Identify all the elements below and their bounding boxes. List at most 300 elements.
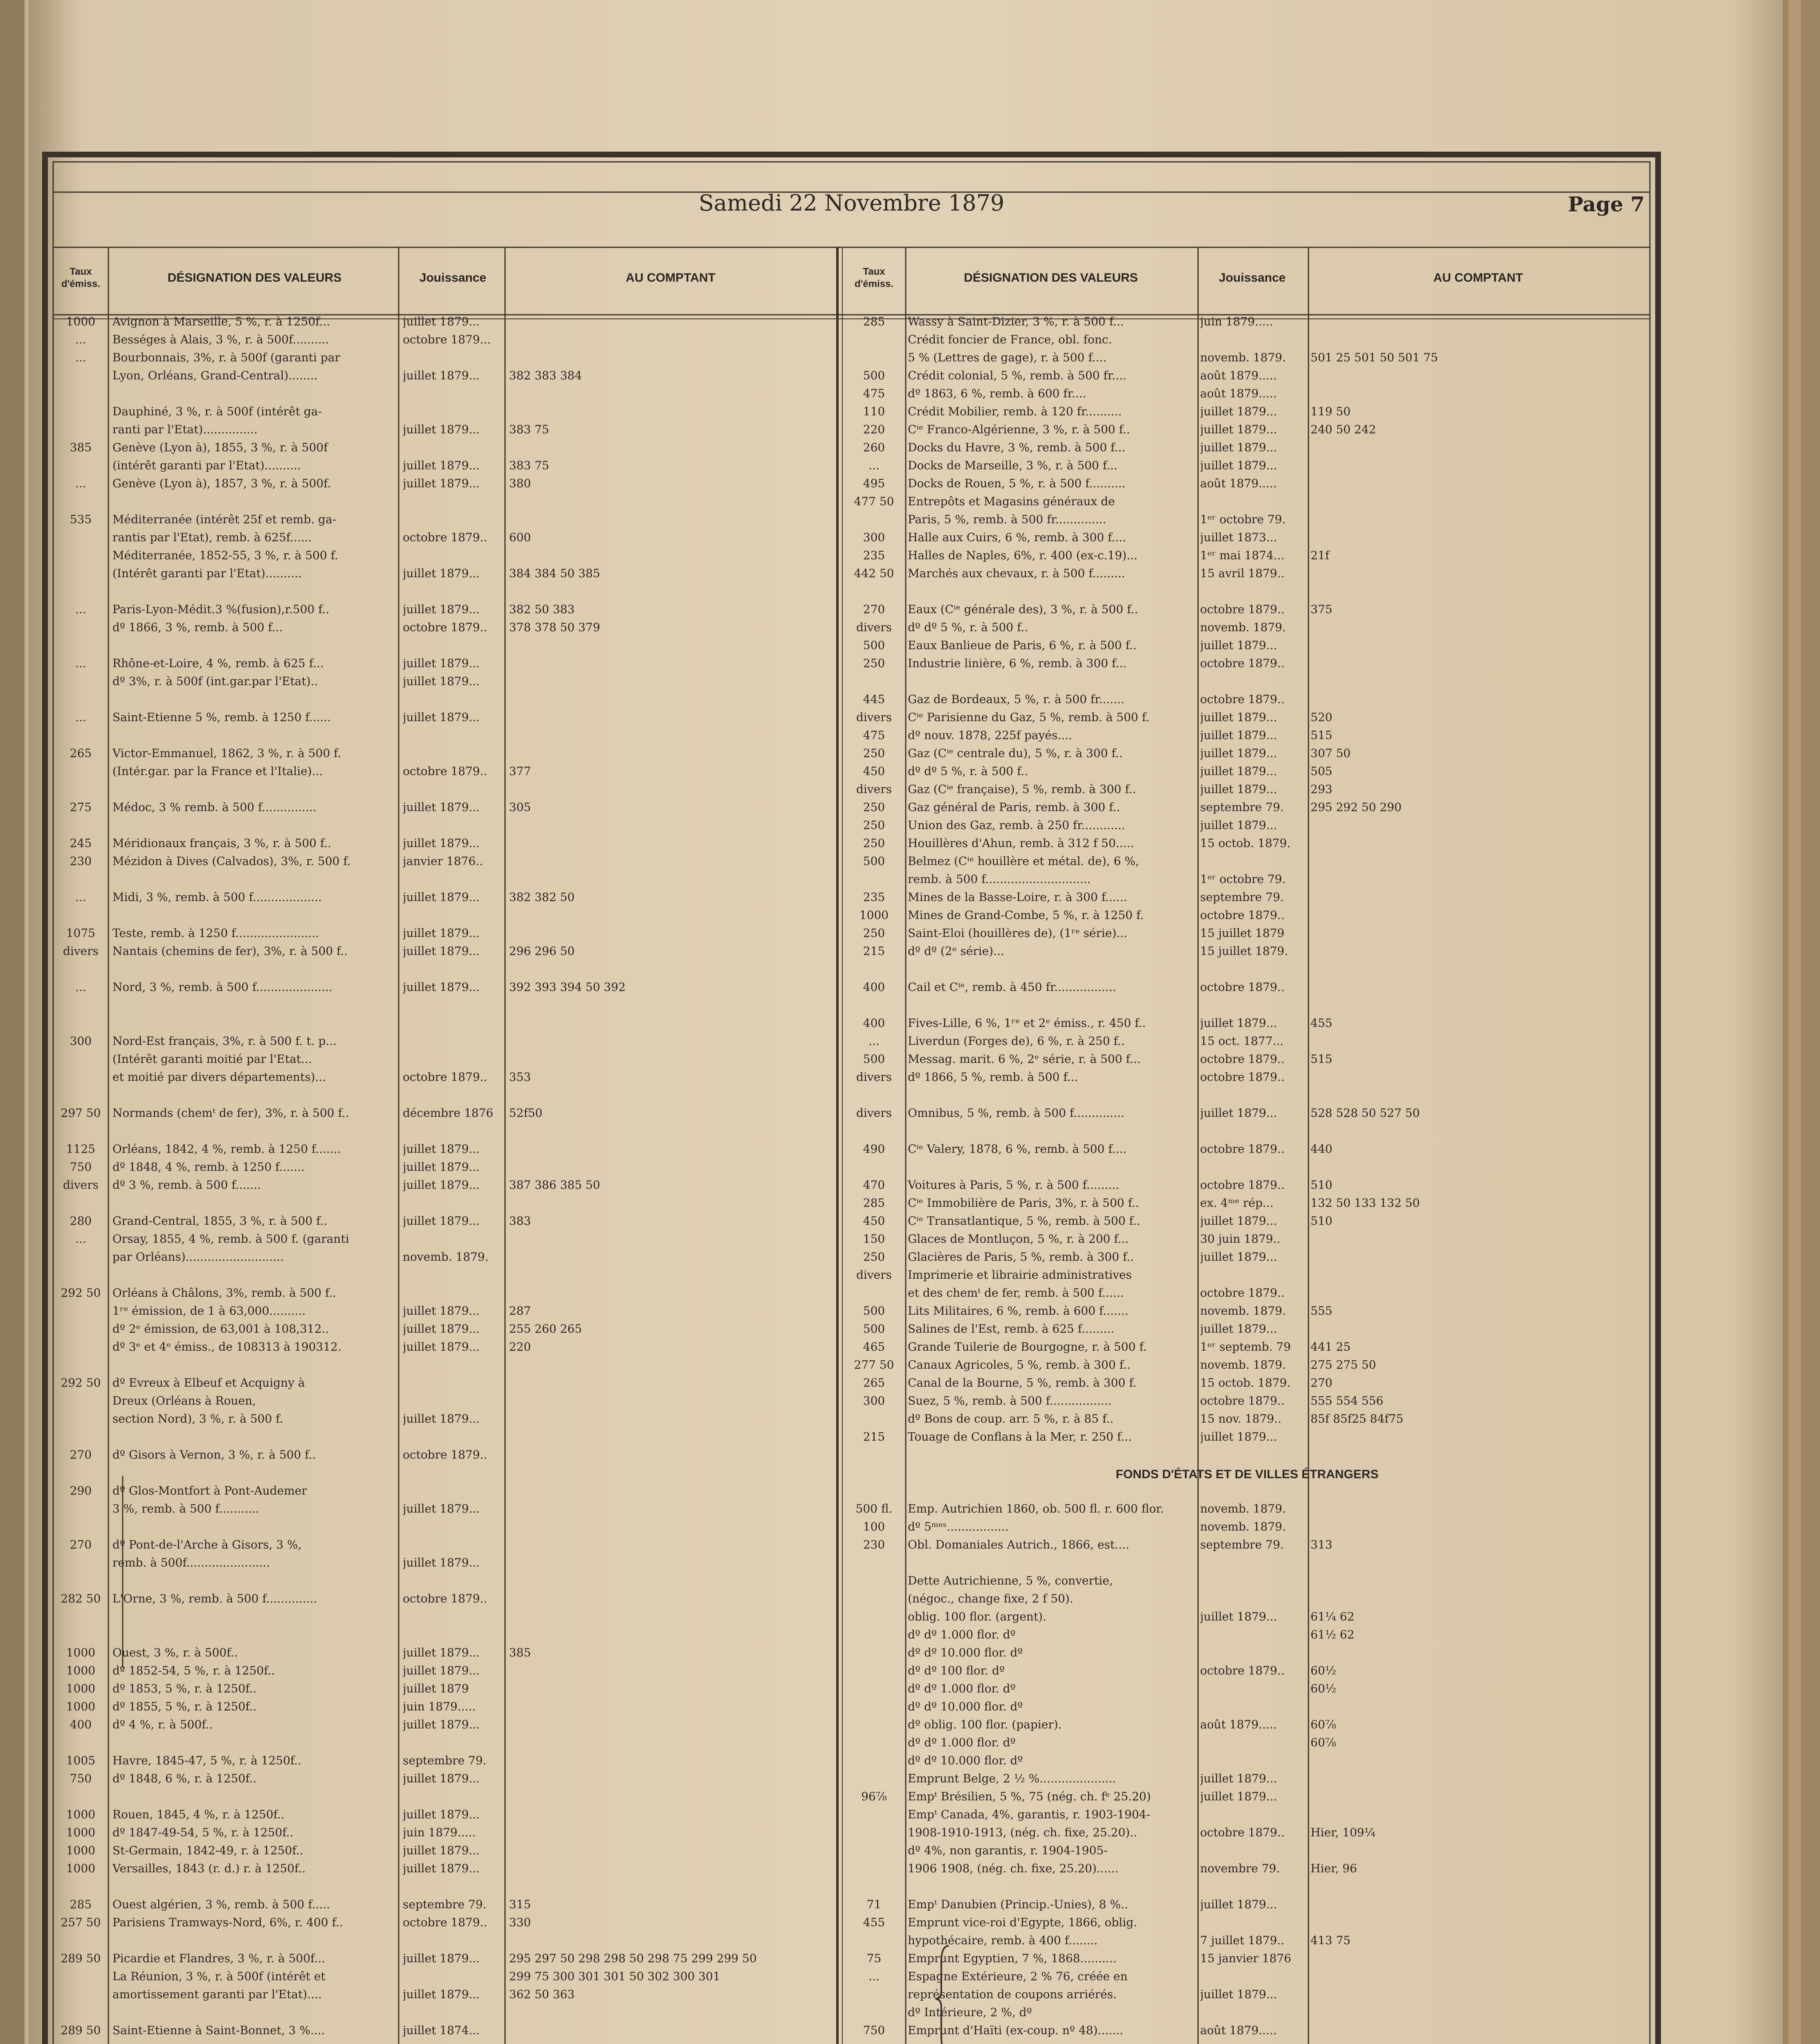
table-row: [53, 1860, 836, 1878]
row-enjoyment: juillet 1879...: [403, 926, 480, 940]
row-enjoyment: octobre 1879..: [1200, 603, 1285, 616]
row-designation: Omnibus, 5 %, remb. à 500 f..............: [908, 1106, 1124, 1120]
row-enjoyment: juillet 1879...: [403, 1988, 480, 2001]
row-designation: dº dº 5 %, r. à 500 f..: [908, 621, 1028, 634]
row-designation: Suez, 5 %, remb. à 500 f.................: [908, 1394, 1112, 1407]
row-rate: 250: [863, 800, 885, 814]
table-row: [844, 1788, 1650, 1806]
row-designation: Marchés aux chevaux, r. à 500 f.........: [908, 567, 1125, 580]
row-designation: Paris, 5 %, remb. à 500 fr..............: [908, 513, 1106, 526]
table-row: [53, 1338, 836, 1356]
table-row: [844, 331, 1650, 349]
row-designation: Médoc, 3 % remb. à 500 f...............: [112, 800, 316, 814]
row-quote: 383 75: [509, 459, 549, 472]
row-quote: 255 260 265: [509, 1322, 582, 1336]
table-row: [844, 637, 1650, 654]
table-row: [53, 1968, 836, 1986]
row-rate: 250: [863, 1250, 885, 1264]
row-enjoyment: novemb. 1879.: [1200, 1502, 1286, 1515]
row-enjoyment: juillet 1879...: [1200, 1430, 1277, 1443]
row-enjoyment: 15 nov. 1879..: [1200, 1412, 1281, 1425]
table-row: [53, 493, 836, 511]
row-enjoyment: 7 juillet 1879..: [1200, 1934, 1285, 1947]
table-row: [53, 2022, 836, 2038]
table-row: [53, 1662, 836, 1680]
table-row: [844, 960, 1650, 978]
table-row: [53, 1536, 836, 1554]
row-rate: 265: [70, 746, 92, 760]
row-quote: 510: [1311, 1178, 1333, 1192]
row-designation: dº dº 10.000 flor. dº: [908, 1646, 1023, 1659]
row-designation: Voitures à Paris, 5 %, r. à 500 f.........: [908, 1178, 1119, 1192]
table-row: [844, 1734, 1650, 1752]
row-designation: Parisiens Tramways-Nord, 6%, r. 400 f..: [112, 1916, 343, 1929]
row-designation: (intérêt garanti par l'Etat)..........: [112, 459, 301, 472]
row-designation: Belmez (Cⁱᵉ houillère et métal. de), 6 %,: [908, 854, 1139, 868]
row-enjoyment: juillet 1879...: [1200, 405, 1277, 418]
row-quote: 307 50: [1311, 746, 1351, 760]
table-row: [844, 1626, 1650, 1644]
table-row: [844, 1680, 1650, 1698]
table-row: [844, 1896, 1650, 1914]
row-designation: Liverdun (Forges de), 6 %, r. à 250 f..: [908, 1034, 1125, 1048]
table-row: [844, 475, 1650, 493]
row-enjoyment: octobre 1879..: [403, 531, 487, 544]
row-enjoyment: juin 1879.....: [403, 1700, 476, 1713]
table-row: [53, 906, 836, 924]
table-row: [844, 1086, 1650, 1104]
row-designation: Orsay, 1855, 4 %, remb. à 500 f. (garanti: [112, 1232, 349, 1246]
table-row: [844, 654, 1650, 672]
table-row: [844, 1878, 1650, 1896]
row-enjoyment: 15 janvier 1876: [1200, 1952, 1291, 1965]
table-row: [53, 1104, 836, 1122]
row-enjoyment: juillet 1879...: [1200, 1250, 1277, 1264]
row-designation: Cail et Cⁱᵉ, remb. à 450 fr.................: [908, 980, 1116, 994]
row-quote: Hier, 96: [1311, 1862, 1357, 1875]
row-rate: 1000: [66, 1646, 96, 1659]
row-designation: dº Glos-Montfort à Pont-Audemer: [112, 1484, 307, 1497]
row-designation: Méditerranée (intérêt 25f et remb. ga-: [112, 513, 337, 526]
row-quote: 330: [509, 1916, 531, 1929]
row-enjoyment: octobre 1879..: [403, 1448, 487, 1461]
row-designation: Emp. Autrichien 1860, ob. 500 fl. r. 600 flor.: [908, 1502, 1164, 1515]
row-quote: 510: [1311, 1214, 1333, 1228]
row-designation: dº 1848, 6 %, r. à 1250f..: [112, 1772, 257, 1785]
table-row: [844, 619, 1650, 637]
row-rate: 1000: [66, 1664, 96, 1677]
header-enjoyment-right: Jouissance: [1219, 271, 1286, 285]
row-designation: Ouest algérien, 3 %, remb. à 500 f.....: [112, 1898, 330, 1911]
table-row: [844, 457, 1650, 475]
row-designation: Crédit Mobilier, remb. à 120 fr..........: [908, 405, 1122, 418]
row-designation: Grand-Central, 1855, 3 %, r. à 500 f..: [112, 1214, 328, 1228]
page-number: Page 7: [1568, 192, 1645, 216]
row-rate: 455: [863, 1916, 885, 1929]
row-enjoyment: 1ᵉʳ octobre 79.: [1200, 513, 1286, 526]
row-designation: dº 4%, non garantis, r. 1904-1905-: [908, 1844, 1108, 1857]
row-designation: Gaz (Cⁱᵉ française), 5 %, remb. à 300 f..: [908, 782, 1136, 796]
row-quote: 293: [1311, 782, 1333, 796]
row-designation: dº 1848, 4 %, remb. à 1250 f.......: [112, 1160, 305, 1174]
row-designation: dº 1853, 5 %, r. à 1250f..: [112, 1682, 257, 1695]
table-row: [844, 1302, 1650, 1320]
row-designation: amortissement garanti par l'Etat)....: [112, 1988, 322, 2001]
row-designation: dº dº 1.000 flor. dº: [908, 1628, 1016, 1641]
row-designation: Nord-Est français, 3%, r. à 500 f. t. p...: [112, 1034, 337, 1048]
row-enjoyment: juillet 1879...: [1200, 1898, 1277, 1911]
row-enjoyment: octobre 1879..: [1200, 1826, 1285, 1839]
table-row: [844, 834, 1650, 852]
row-designation: Empᵗ Canada, 4%, garantis, r. 1903-1904-: [908, 1808, 1150, 1821]
row-enjoyment: 15 oct. 1877...: [1200, 1034, 1284, 1048]
row-rate: 285: [863, 315, 885, 328]
row-quote: 600: [509, 531, 531, 544]
row-enjoyment: octobre 1879..: [1200, 1142, 1285, 1156]
row-rate: 280: [70, 1214, 92, 1228]
table-row: [53, 601, 836, 619]
table-row: [844, 1428, 1650, 1446]
table-row: [844, 1716, 1650, 1734]
row-quote: 132 50 133 132 50: [1311, 1196, 1420, 1210]
row-enjoyment: juillet 1879...: [403, 369, 480, 382]
row-enjoyment: juillet 1879...: [1200, 782, 1277, 796]
row-rate: divers: [856, 782, 892, 796]
table-row: [53, 1554, 836, 1572]
row-rate: divers: [856, 1070, 892, 1084]
row-designation: dº dº 1.000 flor. dº: [908, 1736, 1016, 1749]
row-rate: 750: [863, 2024, 885, 2037]
row-rate: divers: [63, 944, 99, 958]
table-row: [53, 1806, 836, 1824]
table-row: [53, 1176, 836, 1194]
table-row: [844, 1032, 1650, 1050]
row-designation: Picardie et Flandres, 3 %, r. à 500f...: [112, 1952, 325, 1965]
row-enjoyment: décembre 1876: [403, 1106, 494, 1120]
row-enjoyment: juillet 1879...: [1200, 818, 1277, 832]
row-rate: 465: [863, 1340, 885, 1354]
row-rate: 300: [863, 531, 885, 544]
row-designation: Espagne Extérieure, 2 % 76, créée en: [908, 1970, 1128, 1983]
row-enjoyment: juillet 1879...: [1200, 423, 1277, 436]
row-designation: Saint-Etienne 5 %, remb. à 1250 f......: [112, 710, 331, 724]
row-designation: Dreux (Orléans à Rouen,: [112, 1394, 256, 1407]
row-rate: 400: [70, 1718, 92, 1731]
row-enjoyment: juillet 1879...: [403, 1322, 480, 1336]
row-enjoyment: juillet 1879...: [1200, 1016, 1277, 1030]
table-row: [53, 1680, 836, 1698]
row-rate: 490: [863, 1142, 885, 1156]
row-enjoyment: octobre 1879..: [403, 1592, 487, 1605]
table-row: [53, 654, 836, 672]
row-enjoyment: juillet 1879...: [1200, 441, 1277, 454]
row-enjoyment: octobre 1879..: [403, 621, 487, 634]
table-row: [53, 978, 836, 996]
row-designation: Saint-Etienne à Saint-Bonnet, 3 %....: [112, 2024, 325, 2037]
row-designation: dº dº (2ᵉ série)...: [908, 944, 1004, 958]
row-quote: 295 297 50 298 298 50 298 75 299 299 50: [509, 1952, 757, 1965]
row-enjoyment: juin 1879.....: [403, 1826, 476, 1839]
table-row: [844, 744, 1650, 762]
row-rate: 1075: [66, 926, 96, 940]
table-row: [844, 1122, 1650, 1140]
table-row: [844, 1554, 1650, 1572]
row-designation: Mines de Grand-Combe, 5 %, r. à 1250 f.: [908, 908, 1144, 922]
row-enjoyment: juillet 1879...: [1200, 1322, 1277, 1336]
header-enjoyment: Jouissance: [419, 271, 487, 285]
table-row: [53, 1410, 836, 1428]
row-rate: 500: [863, 854, 885, 868]
table-row: [844, 888, 1650, 906]
row-enjoyment: août 1879.....: [1200, 1718, 1277, 1731]
row-designation: Cⁱᵉ Franco-Algérienne, 3 %, r. à 500 f..: [908, 423, 1130, 436]
row-enjoyment: juillet 1879...: [1200, 764, 1277, 778]
table-row: [53, 1824, 836, 1842]
row-rate: 1000: [66, 1862, 96, 1875]
table-row: [844, 1842, 1650, 1860]
table-row: [53, 1032, 836, 1050]
table-row: [844, 2022, 1650, 2038]
row-rate: 250: [863, 746, 885, 760]
row-designation: oblig. 100 flor. (argent).: [908, 1610, 1047, 1623]
table-row: [53, 475, 836, 493]
row-enjoyment: octobre 1879..: [1200, 980, 1285, 994]
table-row: [844, 1968, 1650, 1986]
table-row: [844, 942, 1650, 960]
row-rate: ...: [75, 477, 86, 490]
row-quote: 505: [1311, 764, 1333, 778]
row-designation: et moitié par divers départements)...: [112, 1070, 326, 1084]
table-row: [53, 1932, 836, 1950]
row-designation: Industrie linière, 6 %, remb. à 300 f...: [908, 657, 1127, 670]
row-designation: dº Evreux à Elbeuf et Acquigny à: [112, 1376, 305, 1390]
row-rate: 500: [863, 639, 885, 652]
row-designation: Fives-Lille, 6 %, 1ʳᵉ et 2ᵉ émiss., r. 450 f..: [908, 1016, 1146, 1030]
table-row: [844, 1914, 1650, 1932]
row-enjoyment: juillet 1879...: [403, 603, 480, 616]
row-rate: ...: [868, 459, 880, 472]
row-designation: Wassy à Saint-Dizier, 3 %, r. à 500 f...: [908, 315, 1124, 328]
table-row: [844, 1662, 1650, 1680]
row-enjoyment: 15 juillet 1879.: [1200, 944, 1288, 958]
row-enjoyment: 1ᵉʳ octobre 79.: [1200, 872, 1286, 886]
row-designation: (Intér.gar. par la France et l'Italie)...: [112, 764, 323, 778]
row-quote: 501 25 501 50 501 75: [1311, 351, 1438, 364]
row-designation: hypothécaire, remb. à 400 f........: [908, 1934, 1098, 1947]
row-designation: dº 1866, 5 %, remb. à 500 f...: [908, 1070, 1078, 1084]
row-quote: 119 50: [1311, 405, 1351, 418]
row-designation: Avignon à Marseille, 5 %, r. à 1250f...: [112, 315, 330, 328]
row-designation: dº Pont-de-l'Arche à Gisors, 3 %,: [112, 1538, 302, 1551]
table-row: [844, 1608, 1650, 1626]
row-designation: Gaz de Bordeaux, 5 %, r. à 500 fr.......: [908, 693, 1124, 706]
row-designation: Union des Gaz, remb. à 250 fr............: [908, 818, 1125, 832]
row-designation: 3 %, remb. à 500 f...........: [112, 1502, 259, 1515]
row-designation: Crédit foncier de France, obl. fonc.: [908, 333, 1112, 346]
row-rate: 250: [863, 926, 885, 940]
row-rate: 500: [863, 1322, 885, 1336]
table-row: [844, 978, 1650, 996]
row-enjoyment: juillet 1879...: [403, 1304, 480, 1318]
row-designation: Rouen, 1845, 4 %, r. à 1250f..: [112, 1808, 285, 1821]
row-quote: 52f50: [509, 1106, 543, 1120]
row-rate: 1000: [66, 315, 96, 328]
row-rate: 1000: [66, 1682, 96, 1695]
row-rate: ...: [75, 1232, 86, 1246]
row-designation: Havre, 1845-47, 5 %, r. à 1250f..: [112, 1754, 302, 1767]
row-quote: 299 75 300 301 301 50 302 300 301: [509, 1970, 720, 1983]
row-rate: 260: [863, 441, 885, 454]
row-rate: 750: [70, 1772, 92, 1785]
table-row: [844, 1266, 1650, 1284]
row-enjoyment: octobre 1879..: [403, 1916, 487, 1929]
row-designation: Glacières de Paris, 5 %, remb. à 300 f..: [908, 1250, 1134, 1264]
row-rate: ...: [75, 890, 86, 904]
row-designation: Mézidon à Dives (Calvados), 3%, r. 500 f.: [112, 854, 351, 868]
row-enjoyment: août 1879.....: [1200, 2024, 1277, 2037]
table-row: [844, 439, 1650, 457]
row-rate: 450: [863, 764, 885, 778]
row-quote: 60⅞: [1311, 1736, 1336, 1749]
row-quote: 240 50 242: [1311, 423, 1376, 436]
row-designation: Entrepôts et Magasins généraux de: [908, 495, 1115, 508]
row-designation: Orléans, 1842, 4 %, remb. à 1250 f.......: [112, 1142, 341, 1156]
row-enjoyment: septembre 79.: [403, 1898, 487, 1911]
row-rate: 500: [863, 1052, 885, 1066]
table-row: [844, 1014, 1650, 1032]
row-rate: ...: [75, 333, 86, 346]
table-row: [844, 780, 1650, 798]
row-rate: divers: [856, 621, 892, 634]
row-rate: ...: [868, 1970, 880, 1983]
row-designation: Nantais (chemins de fer), 3%, r. à 500 f..: [112, 944, 348, 958]
row-enjoyment: juillet 1879...: [403, 1340, 480, 1354]
table-row: [53, 439, 836, 457]
row-enjoyment: octobre 1879...: [403, 333, 491, 346]
table-row: [844, 906, 1650, 924]
table-row: [844, 726, 1650, 744]
table-row: [844, 798, 1650, 816]
row-rate: 477 50: [854, 495, 894, 508]
table-row: [844, 1248, 1650, 1266]
row-designation: 1906 1908, (nég. ch. fixe, 25.20)......: [908, 1862, 1119, 1875]
row-designation: Nord, 3 %, remb. à 500 f.....................: [112, 980, 333, 994]
row-enjoyment: juillet 1879...: [403, 1412, 480, 1425]
table-row: [53, 1374, 836, 1392]
right-column: [844, 247, 1650, 2038]
row-quote: 287: [509, 1304, 531, 1318]
row-designation: dº 1866, 3 %, remb. à 500 f...: [112, 621, 283, 634]
row-enjoyment: juillet 1873...: [1200, 531, 1277, 544]
table-row: [53, 780, 836, 798]
row-rate: 282 50: [61, 1592, 101, 1605]
row-rate: 285: [863, 1196, 885, 1210]
table-row: [53, 816, 836, 834]
row-rate: 1005: [66, 1754, 96, 1767]
header-designation: DÉSIGNATION DES VALEURS: [167, 271, 342, 285]
table-row: [53, 619, 836, 637]
row-quote: 392 393 394 50 392: [509, 980, 626, 994]
row-rate: 1000: [66, 1826, 96, 1839]
row-designation: Genève (Lyon à), 1857, 3 %, r. à 500f.: [112, 477, 331, 490]
row-designation: dº 1855, 5 %, r. à 1250f..: [112, 1700, 257, 1713]
row-designation: et des chemᵗ de fer, remb. à 500 f......: [908, 1286, 1124, 1300]
table-row: [53, 1590, 836, 1608]
table-row: [844, 511, 1650, 529]
row-quote: 375: [1311, 603, 1333, 616]
header-rate-right: Taux d'émiss.: [854, 266, 894, 289]
section-heading: FONDS D'ÉTATS ET DE VILLES ÉTRANGERS: [1115, 1468, 1379, 1481]
row-rate: 230: [70, 854, 92, 868]
row-designation: Midi, 3 %, remb. à 500 f...................: [112, 890, 322, 904]
row-enjoyment: 15 octob. 1879.: [1200, 1376, 1291, 1390]
row-enjoyment: juillet 1879...: [403, 1952, 480, 1965]
table-row: [53, 385, 836, 403]
row-enjoyment: novemb. 1879.: [1200, 621, 1286, 634]
row-enjoyment: novemb. 1879.: [1200, 1520, 1286, 1533]
row-enjoyment: juillet 1879...: [403, 1862, 480, 1875]
row-designation: dº Gisors à Vernon, 3 %, r. à 500 f..: [112, 1448, 316, 1461]
row-designation: Orléans à Châlons, 3%, remb. à 500 f..: [112, 1286, 337, 1300]
row-rate: 250: [863, 657, 885, 670]
table-row: [53, 1716, 836, 1734]
row-enjoyment: juillet 1879...: [1200, 1214, 1277, 1228]
row-enjoyment: juillet 1879...: [1200, 1790, 1277, 1803]
row-rate: 535: [70, 513, 92, 526]
row-designation: Cⁱᵉ Immobilière de Paris, 3%, r. à 500 f..: [908, 1196, 1139, 1210]
table-row: [53, 1284, 836, 1302]
table-row: [844, 565, 1650, 583]
table-row: [844, 421, 1650, 439]
table-row: [53, 1482, 836, 1500]
table-row: [53, 960, 836, 978]
row-rate: 1125: [66, 1142, 96, 1156]
row-rate: 289 50: [61, 1952, 101, 1965]
row-designation: Dauphiné, 3 %, r. à 500f (intérêt ga-: [112, 405, 322, 418]
row-designation: Cⁱᵉ Parisienne du Gaz, 5 %, remb. à 500 f.: [908, 710, 1149, 724]
row-enjoyment: octobre 1879..: [1200, 908, 1285, 922]
table-row: [53, 996, 836, 1014]
row-quote: 383: [509, 1214, 531, 1228]
table-row: [53, 547, 836, 565]
table-row: [53, 834, 836, 852]
left-column: [53, 247, 836, 2038]
row-enjoyment: 15 octob. 1879.: [1200, 836, 1291, 850]
row-enjoyment: 1ᵉʳ mai 1874...: [1200, 549, 1285, 562]
table-row: [844, 708, 1650, 726]
table-row: [844, 583, 1650, 601]
row-enjoyment: juillet 1879...: [403, 710, 480, 724]
table-row: [53, 672, 836, 690]
row-quote: 275 275 50: [1311, 1358, 1376, 1372]
row-quote: 382 382 50: [509, 890, 575, 904]
table-row: [53, 1392, 836, 1410]
row-enjoyment: juillet 1879...: [403, 1160, 480, 1174]
table-row: [53, 637, 836, 654]
row-quote: 296 296 50: [509, 944, 575, 958]
table-row: [844, 1500, 1650, 1518]
row-quote: 555 554 556: [1311, 1394, 1384, 1407]
row-enjoyment: juillet 1874...: [403, 2024, 480, 2037]
row-designation: Canal de la Bourne, 5 %, remb. à 300 f.: [908, 1376, 1137, 1390]
table-row: [844, 1104, 1650, 1122]
row-quote: 515: [1311, 1052, 1333, 1066]
row-enjoyment: juillet 1879...: [1200, 639, 1277, 652]
table-row: [844, 403, 1650, 421]
table-row: [53, 1770, 836, 1788]
row-designation: Bességes à Alais, 3 %, r. à 500f..........: [112, 333, 329, 346]
row-rate: 450: [863, 1214, 885, 1228]
